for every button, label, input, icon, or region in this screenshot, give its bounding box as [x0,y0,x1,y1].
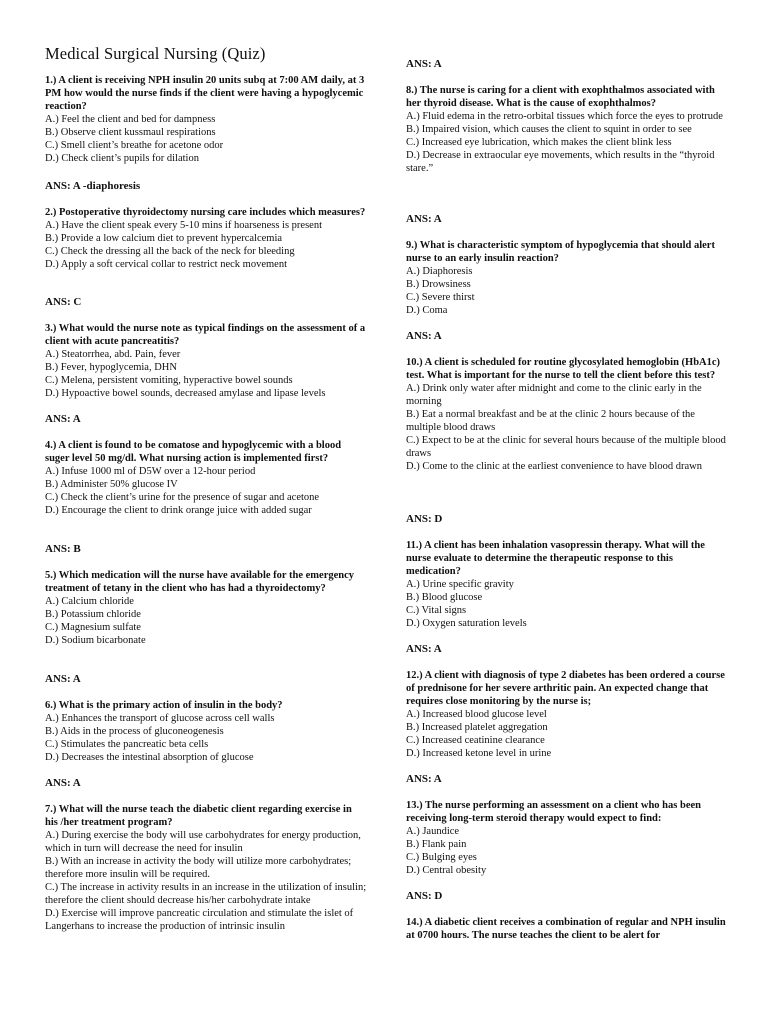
answer-9: ANS: A [406,330,442,342]
option-c: C.) Increased ceatinine clearance [406,735,545,746]
option-c: C.) Stimulates the pancreatic beta cells [45,739,209,750]
option-d: D.) Coma [406,305,448,316]
option-b: B.) Eat a normal breakfast and be at the clinic 2 hours because of the multiple blood draws [406,409,695,433]
option-d: D.) Central obesity [406,865,487,876]
option-a: A.) Drink only water after midnight and come to the clinic early in the morning [406,383,702,407]
option-d: D.) Increased ketone level in urine [406,748,552,759]
option-c: C.) Check the dressing all the back of the neck for bleeding [45,246,295,257]
answer-13: ANS: D [406,890,443,902]
answer-3: ANS: A [45,413,81,425]
option-d: D.) Oxygen saturation levels [406,618,527,629]
question-text: 9.) What is characteristic symptom of hypoglycemia that should alert nurse to an early insulin reaction? [406,240,715,264]
question-text: 13.) The nurse performing an assessment on a client who has been receiving long-term steroid therapy would expect to find: [406,800,701,824]
question-12 [406,669,726,760]
option-c: C.) Severe thirst [406,292,475,303]
answer-1: ANS: A -diaphoresis [45,180,141,192]
option-c: C.) Smell client’s breathe for acetone odor [45,140,224,151]
question-text: 1.) A client is receiving NPH insulin 20 units subq at 7:00 AM daily, at 3 PM how would the nurse finds if the client were having a hypoglycemic reaction? [45,75,365,112]
option-d: D.) Check client’s pupils for dilation [45,153,199,164]
option-d: D.) Decreases the intestinal absorption of glucose [45,752,254,763]
question-4 [45,439,367,517]
answer-6: ANS: A [45,777,81,789]
question-text: 10.) A client is scheduled for routine glycosylated hemoglobin (HbA1c) test. What is important for the nurse to tell the client before this test? [406,357,721,381]
option-b: B.) Blood glucose [406,592,483,603]
question-2 [45,206,367,271]
question-text: 8.) The nurse is caring for a client with exophthalmos associated with her thyroid disease. What is the cause of exophthalmos? [406,85,715,109]
option-a: A.) Steatorrhea, abd. Pain, fever [45,349,181,360]
option-a: A.) Infuse 1000 ml of D5W over a 12-hour period [45,466,256,477]
question-text: 5.) Which medication will the nurse have available for the emergency treatment of tetany in the client who has had a thyroidectomy? [45,570,355,594]
question-text: 2.) Postoperative thyroidectomy nursing care includes which measures? [45,207,366,218]
question-13 [406,799,726,877]
option-b: B.) Aids in the process of gluconeogenesis [45,726,224,737]
option-c: C.) Check the client’s urine for the presence of sugar and acetone [45,492,320,503]
option-b: B.) Fever, hypoglycemia, DHN [45,362,177,373]
option-b: B.) Flank pain [406,839,467,850]
question-3 [45,322,367,400]
option-c: C.) Increased eye lubrication, which makes the client blink less [406,137,672,148]
option-b: B.) Increased platelet aggregation [406,722,548,733]
option-b: B.) Observe client kussmaul respirations [45,127,216,138]
option-b: B.) With an increase in activity the body will utilize more carbohydrates; therefore more insulin will be required. [45,856,352,880]
answer-4: ANS: B [45,543,81,555]
question-text: 14.) A diabetic client receives a combination of regular and NPH insulin at 0700 hours. The nurse teaches the client to be alert for [406,917,726,941]
option-a: A.) Urine specific gravity [406,579,514,590]
option-d: D.) Sodium bicarbonate [45,635,146,646]
option-c: C.) The increase in activity results in an increase in the utilization of insulin; therefore the client should decrease his/her carbohydrate intake [45,882,367,906]
option-b: B.) Provide a low calcium diet to prevent hypercalcemia [45,233,283,244]
question-8 [406,84,726,175]
page-title: Medical Surgical Nursing (Quiz) [45,44,266,63]
option-d: D.) Apply a soft cervical collar to restrict neck movement [45,259,287,270]
question-1 [45,74,367,165]
question-7 [45,803,367,933]
answer-12: ANS: A [406,773,442,785]
question-text: 3.) What would the nurse note as typical findings on the assessment of a client with acute pancreatitis? [45,323,366,347]
option-b: B.) Potassium chloride [45,609,141,620]
option-c: C.) Bulging eyes [406,852,477,863]
question-text: 7.) What will the nurse teach the diabetic client regarding exercise in his /her treatment program? [45,804,352,828]
question-text: 6.) What is the primary action of insulin in the body? [45,700,283,711]
option-a: A.) Fluid edema in the retro-orbital tissues which force the eyes to protrude [406,111,723,122]
option-d: D.) Hypoactive bowel sounds, decreased amylase and lipase levels [45,388,326,399]
option-a: A.) Enhances the transport of glucose across cell walls [45,713,275,724]
option-d: D.) Exercise will improve pancreatic circulation and stimulate the islet of Langerhans to increase the production of intrinsic insulin [45,908,354,932]
option-a: A.) During exercise the body will use carbohydrates for energy production, which in turn will decrease the need for insulin [45,830,361,854]
option-a: A.) Increased blood glucose level [406,709,547,720]
question-10 [406,356,726,473]
question-6 [45,699,367,764]
answer-10: ANS: D [406,513,443,525]
answer-5: ANS: A [45,673,81,685]
option-c: C.) Expect to be at the clinic for several hours because of the multiple blood draws [406,435,726,459]
question-text: 11.) A client has been inhalation vasopressin therapy. What will the nurse evaluate to determine the therapeutic response to this medication? [406,540,705,577]
option-d: D.) Encourage the client to drink orange juice with added sugar [45,505,312,516]
option-b: B.) Impaired vision, which causes the client to squint in order to see [406,124,692,135]
option-a: A.) Have the client speak every 5-10 mins if hoarseness is present [45,220,322,231]
question-text: 12.) A client with diagnosis of type 2 diabetes has been ordered a course of prednisone for her severe arthritic pain. An expected change that requires close monitoring by the nurse is; [406,670,725,707]
answer-2: ANS: C [45,296,82,308]
option-d: D.) Decrease in extraocular eye movements, which results in the “thyroid stare.” [406,150,715,174]
option-a: A.) Feel the client and bed for dampness [45,114,216,125]
option-a: A.) Jaundice [406,826,460,837]
answer-11: ANS: A [406,643,442,655]
option-a: A.) Diaphoresis [406,266,473,277]
question-9 [406,239,726,317]
answer-7: ANS: A [406,58,442,70]
option-d: D.) Come to the clinic at the earliest convenience to have blood drawn [406,461,702,472]
answer-8: ANS: A [406,213,442,225]
option-a: A.) Calcium chloride [45,596,134,607]
question-11 [406,539,726,630]
question-5 [45,569,367,647]
question-14 [406,916,726,942]
option-b: B.) Administer 50% glucose IV [45,479,178,490]
question-text: 4.) A client is found to be comatose and hypoglycemic with a blood suger level 50 mg/dl. What nursing action is implemented first? [45,440,342,464]
option-c: C.) Magnesium sulfate [45,622,141,633]
option-c: C.) Vital signs [406,605,467,616]
option-b: B.) Drowsiness [406,279,471,290]
option-c: C.) Melena, persistent vomiting, hyperactive bowel sounds [45,375,293,386]
